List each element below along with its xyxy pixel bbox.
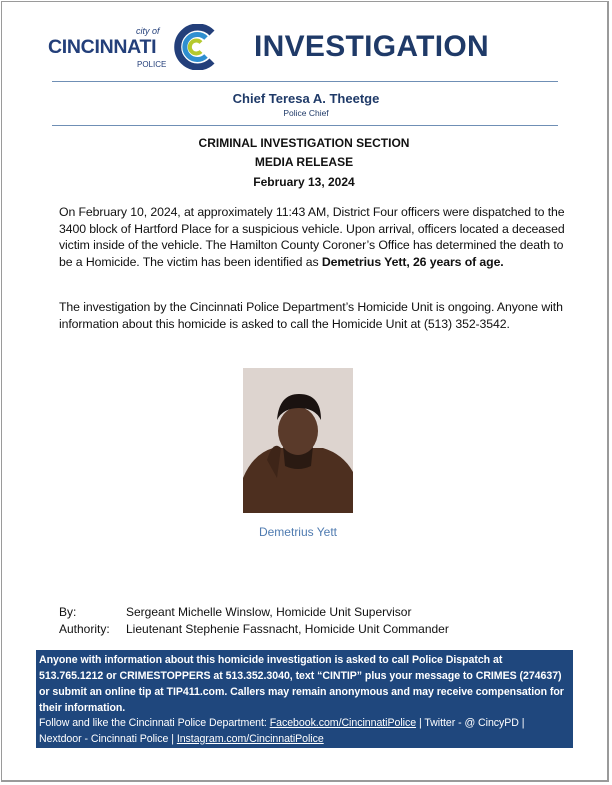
- credit-by-label: By:: [59, 605, 77, 619]
- logo-c-emblem-icon: [172, 24, 218, 70]
- header-divider-bottom: [52, 125, 558, 126]
- credit-authority-value: Lieutenant Stephenie Fassnacht, Homicide Unit Commander: [126, 622, 449, 636]
- social-links: [39, 716, 567, 747]
- victim-portrait-image: [243, 368, 353, 513]
- chief-name: Chief Teresa A. Theetge: [232, 91, 380, 106]
- release-type: MEDIA RELEASE: [254, 155, 354, 169]
- follow-prefix: Follow and like the Cincinnati Police Department:: [39, 717, 270, 729]
- victim-photo: [243, 368, 353, 513]
- facebook-link[interactable]: Facebook.com/CincinnatiPolice: [269, 717, 417, 729]
- incident-text: On February 10, 2024, at approximately 11:43 AM, District Four officers were dispatched to the 3400 block of Hartford Place for a suspicious vehicle. Upon arrival, officers located a deceased victim inside of the vehicle. The Hamilton County Coroner’s Office has determined the death to be a Homicide. The victim has been identified as: [59, 205, 565, 269]
- logo-city-name: CINCINNATI: [48, 36, 157, 58]
- tip-info-footer: [36, 650, 573, 748]
- twitter-nextdoor-text: | Twitter - @ CincyPD | Nextdoor - Cincinnati Police |: [39, 717, 525, 745]
- chief-title: Police Chief: [283, 108, 329, 118]
- section-title: CRIMINAL INVESTIGATION SECTION: [198, 136, 410, 150]
- credit-by: [59, 605, 411, 619]
- credit-authority: [59, 622, 449, 636]
- instagram-link[interactable]: Instagram.com/CincinnatiPolice: [176, 732, 324, 745]
- cincinnati-police-logo: [48, 24, 220, 72]
- release-date: February 13, 2024: [253, 175, 355, 189]
- body-paragraph-2: The investigation by the Cincinnati Police Department’s Homicide Unit is ongoing. Anyone with information about this homicide is asked to call the Homicide Unit at (513) 352-3542.: [59, 300, 563, 331]
- header-divider-top: [52, 81, 558, 82]
- victim-name-age: Demetrius Yett, 26 years of age.: [321, 254, 504, 269]
- credit-by-value: Sergeant Michelle Winslow, Homicide Unit Supervisor: [126, 605, 412, 619]
- page-title: INVESTIGATION: [254, 30, 490, 63]
- logo-city-of: city of: [136, 26, 160, 36]
- credit-authority-label: Authority:: [59, 622, 110, 636]
- logo-agency: POLICE: [137, 60, 167, 69]
- body-paragraph-1: [59, 204, 573, 270]
- tip-text: Anyone with information about this homicide investigation is asked to call Police Dispatch at 513.765.1212 or CRIMESTOPPERS at 513.352.3040, text “CINTIP” plus your message to CRIMES (274637) or submit an online tip at TIP411.com. Callers may remain anonymous and may receive compensation for their information.: [39, 654, 564, 714]
- photo-caption: Demetrius Yett: [258, 525, 338, 539]
